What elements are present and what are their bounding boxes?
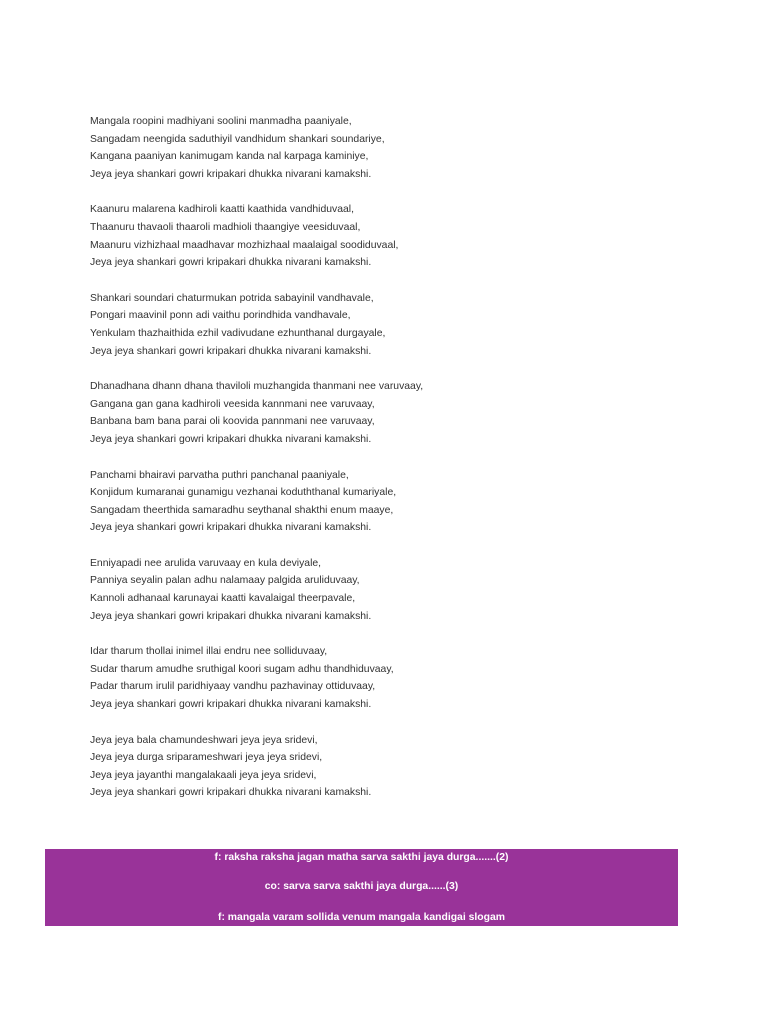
stanza-3 (90, 290, 710, 360)
stanza-1 (90, 113, 710, 183)
lyric-line: Jeya jeya shankari gowri kripakari dhukka nivarani kamakshi. (90, 522, 372, 534)
lyric-line: Jeya jeya shankari gowri kripakari dhukka nivarani kamakshi. (90, 610, 372, 622)
lyric-line: Panchami bhairavi parvatha puthri panchanal paaniyale, (90, 469, 349, 481)
lyric-line: Jeya jeya shankari gowri kripakari dhukka nivarani kamakshi. (90, 257, 372, 269)
banner-line-3: f: mangala varam sollida venum mangala kandigai slogam (218, 912, 505, 923)
lyric-line: Kangana paaniyan kanimugam kanda nal karpaga kaminiye, (90, 151, 369, 163)
lyric-line: Pongari maavinil ponn adi vaithu porindhida vandhavale, (90, 310, 351, 322)
stanza-5 (90, 467, 710, 537)
lyric-line: Jeya jeya durga sriparameshwari jeya jeya sridevi, (90, 752, 323, 764)
stanza-8 (90, 732, 710, 802)
stanza-4 (90, 378, 710, 448)
lyric-line: Jeya jeya shankari gowri kripakari dhukka nivarani kamakshi. (90, 699, 372, 711)
lyric-line: Yenkulam thazhaithida ezhil vadivudane ezhunthanal durgayale, (90, 327, 386, 339)
lyric-line: Sangadam theerthida samaradhu seythanal shakthi enum maaye, (90, 504, 394, 516)
lyric-line: Jeya jeya jayanthi mangalakaali jeya jeya sridevi, (90, 769, 317, 781)
lyric-line: Banbana bam bana parai oli koovida pannmani nee varuvaay, (90, 416, 375, 428)
stanza-7 (90, 643, 710, 713)
lyric-line: Jeya jeya shankari gowri kripakari dhukka nivarani kamakshi. (90, 345, 372, 357)
lyric-line: Gangana gan gana kadhiroli veesida kannmani nee varuvaay, (90, 398, 375, 410)
lyric-line: Sangadam neengida saduthiyil vandhidum shankari soundariye, (90, 133, 385, 145)
lyric-line: Jeya jeya shankari gowri kripakari dhukka nivarani kamakshi. (90, 433, 372, 445)
lyric-line: Maanuru vizhizhaal maadhavar mozhizhaal maalaigal soodiduvaal, (90, 239, 399, 251)
lyric-line: Jeya jeya bala chamundeshwari jeya jeya sridevi, (90, 734, 318, 746)
lyric-line: Enniyapadi nee arulida varuvaay en kula deviyale, (90, 557, 322, 569)
lyric-line: Jeya jeya shankari gowri kripakari dhukka nivarani kamakshi. (90, 787, 372, 799)
lyric-line: Idar tharum thollai inimel illai endru nee solliduvaay, (90, 646, 328, 658)
lyrics-body (90, 113, 710, 820)
lyric-line: Padar tharum irulil paridhiyaay vandhu pazhavinay ottiduvaay, (90, 681, 376, 693)
banner-line-2: co: sarva sarva sakthi jaya durga......(3) (264, 881, 459, 892)
lyric-line: Kaanuru malarena kadhiroli kaatti kaathida vandhiduvaal, (90, 204, 354, 216)
lyric-line: Sudar tharum amudhe sruthigal koori sugam adhu thandhiduvaay, (90, 663, 394, 675)
lyric-line: Mangala roopini madhiyani soolini manmadha paaniyale, (90, 116, 352, 127)
stanza-2 (90, 201, 710, 271)
stanza-6 (90, 555, 710, 625)
lyric-line: Dhanadhana dhann dhana thaviloli muzhangida thanmani nee varuvaay, (90, 381, 424, 393)
lyric-line: Konjidum kumaranai gunamigu vezhanai koduththanal kumariyale, (90, 487, 397, 499)
lyric-line: Panniya seyalin palan adhu nalamaay palgida aruliduvaay, (90, 575, 360, 587)
lyric-line: Kannoli adhanaal karunayai kaatti kavalaigal theerpavale, (90, 593, 356, 605)
lyric-line: Shankari soundari chaturmukan potrida sabayinil vandhavale, (90, 292, 374, 304)
chorus-banner (45, 849, 678, 926)
lyric-line: Jeya jeya shankari gowri kripakari dhukka nivarani kamakshi. (90, 168, 372, 180)
lyric-line: Thaanuru thavaoli thaaroli madhioli thaangiye veesiduvaal, (90, 221, 361, 233)
banner-line-1: f: raksha raksha jagan matha sarva sakthi jaya durga.......(2) (214, 852, 509, 863)
